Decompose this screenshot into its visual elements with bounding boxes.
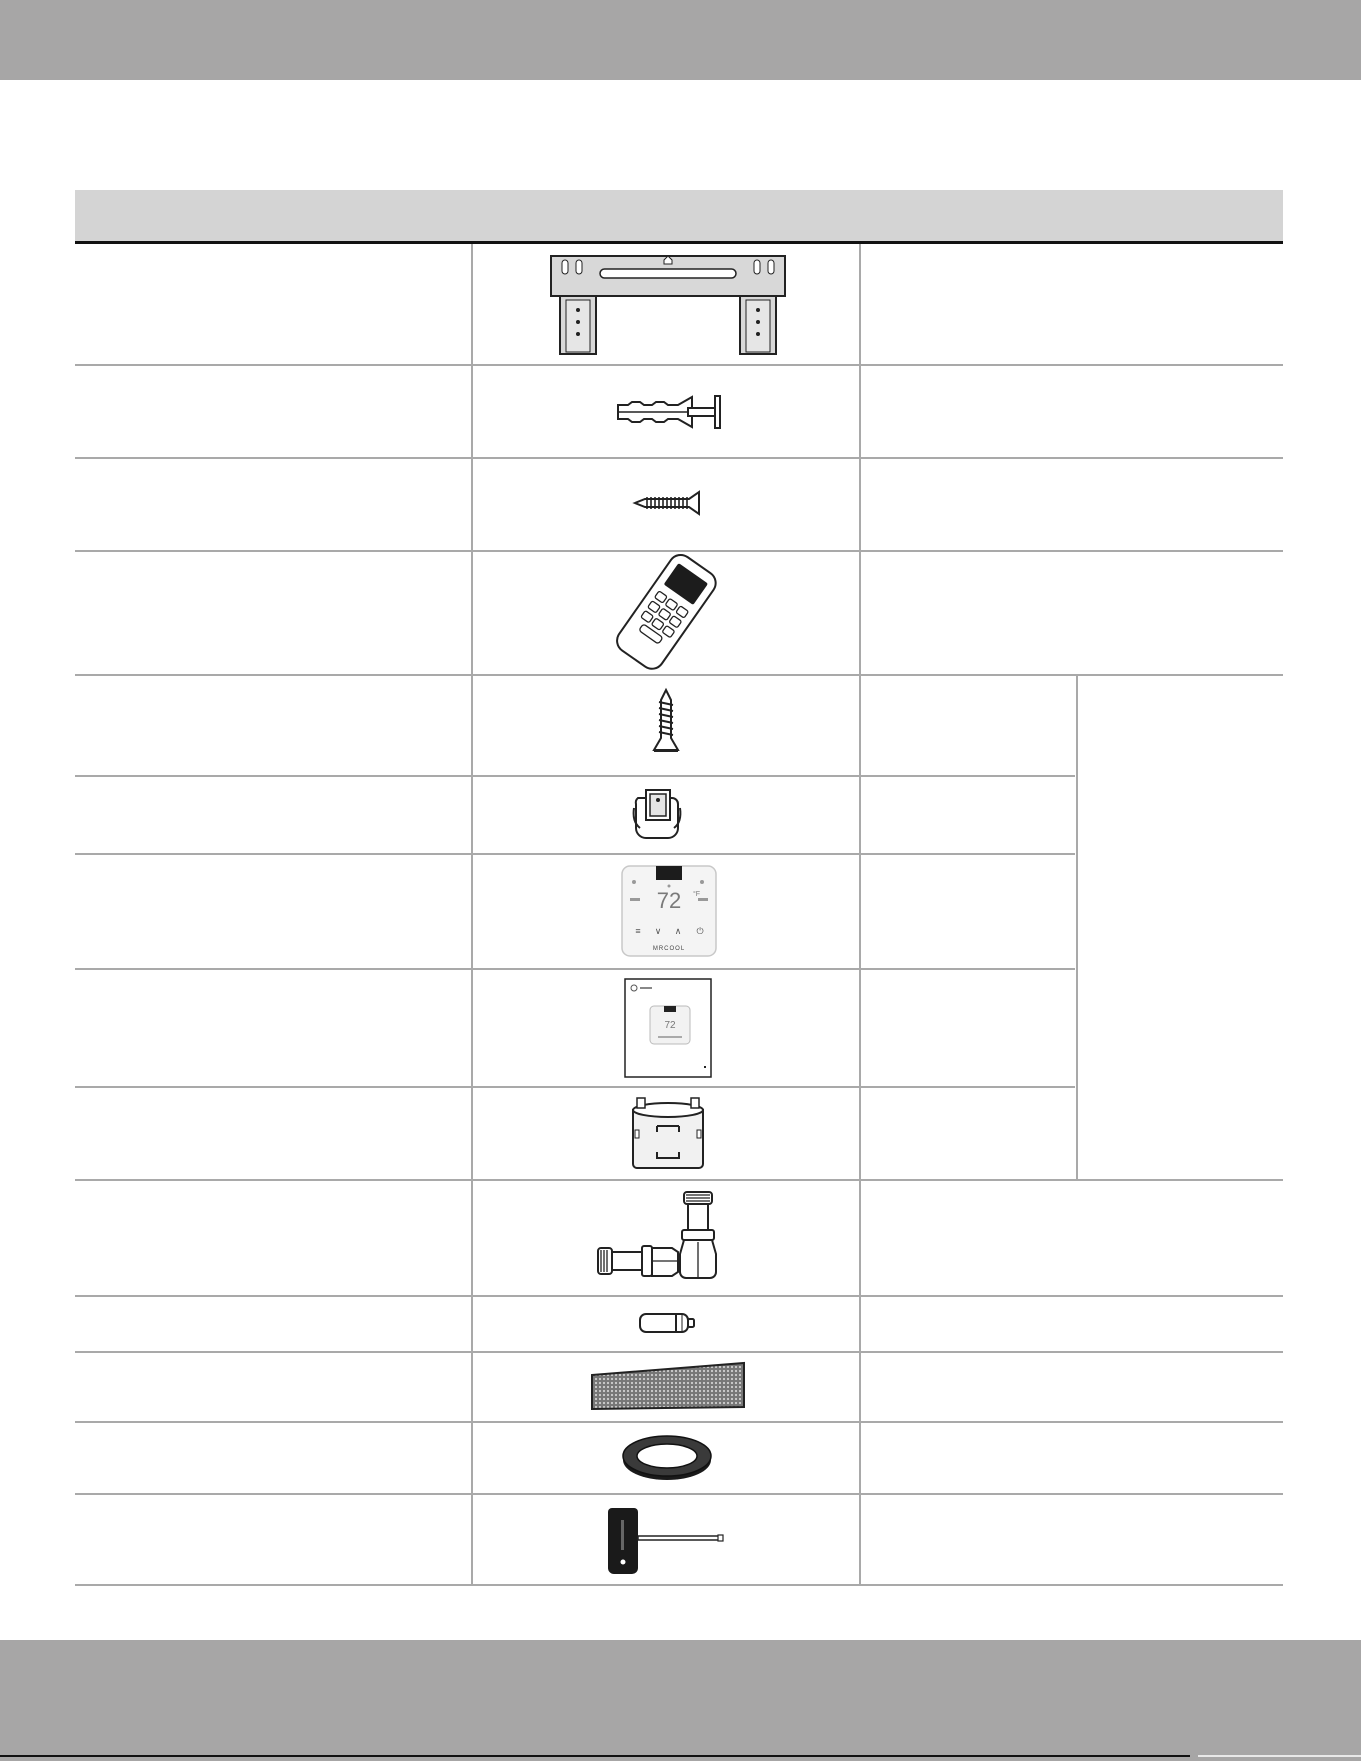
pipe-adapter-icon bbox=[590, 1188, 742, 1280]
table-header-row bbox=[75, 190, 1283, 244]
sealing-ring-icon bbox=[620, 1432, 714, 1484]
battery-icon bbox=[638, 1312, 698, 1334]
column-divider bbox=[471, 244, 473, 1586]
svg-text:72: 72 bbox=[664, 1020, 676, 1031]
footer-band bbox=[0, 1640, 1361, 1761]
controller-brand: MRCOOL bbox=[652, 946, 686, 952]
row-divider bbox=[75, 1584, 1283, 1586]
controller-temperature: 72 bbox=[656, 888, 682, 913]
row-divider bbox=[75, 1295, 1283, 1297]
small-screw-icon bbox=[653, 688, 679, 754]
top-header-band bbox=[0, 0, 1361, 80]
wall-anchor-icon bbox=[614, 395, 722, 429]
svg-text:⏻: ⏻ bbox=[696, 926, 704, 936]
remote-holder-icon bbox=[630, 786, 684, 844]
controller-manual-icon bbox=[624, 978, 712, 1078]
row-divider bbox=[75, 775, 1075, 777]
insulation-tape-icon bbox=[590, 1361, 746, 1411]
row-divider bbox=[75, 968, 1075, 970]
controller-unit: °F bbox=[693, 891, 701, 898]
row-divider bbox=[75, 364, 1283, 366]
row-divider bbox=[75, 853, 1075, 855]
footer-rule bbox=[0, 1755, 1190, 1757]
column-divider bbox=[859, 244, 861, 1586]
t-handle-hex-key-icon bbox=[606, 1502, 726, 1578]
row-divider bbox=[75, 1351, 1283, 1353]
row-divider bbox=[75, 550, 1283, 552]
svg-text:∧: ∧ bbox=[674, 926, 682, 936]
mounting-plate-icon bbox=[550, 252, 786, 356]
remote-control-icon bbox=[612, 560, 724, 666]
row-divider bbox=[75, 1421, 1283, 1423]
svg-text:≡: ≡ bbox=[635, 926, 641, 936]
wall-controller-icon bbox=[620, 864, 718, 958]
row-divider bbox=[75, 457, 1283, 459]
row-divider bbox=[75, 674, 1283, 676]
row-divider bbox=[75, 1179, 1283, 1181]
footer-rule-right bbox=[1198, 1755, 1361, 1757]
row-divider bbox=[75, 1086, 1075, 1088]
column-divider bbox=[1076, 675, 1078, 1179]
row-divider bbox=[75, 1493, 1283, 1495]
magnetic-ring-icon bbox=[627, 1096, 709, 1172]
screw-icon bbox=[633, 490, 703, 516]
svg-text:∨: ∨ bbox=[654, 926, 662, 936]
